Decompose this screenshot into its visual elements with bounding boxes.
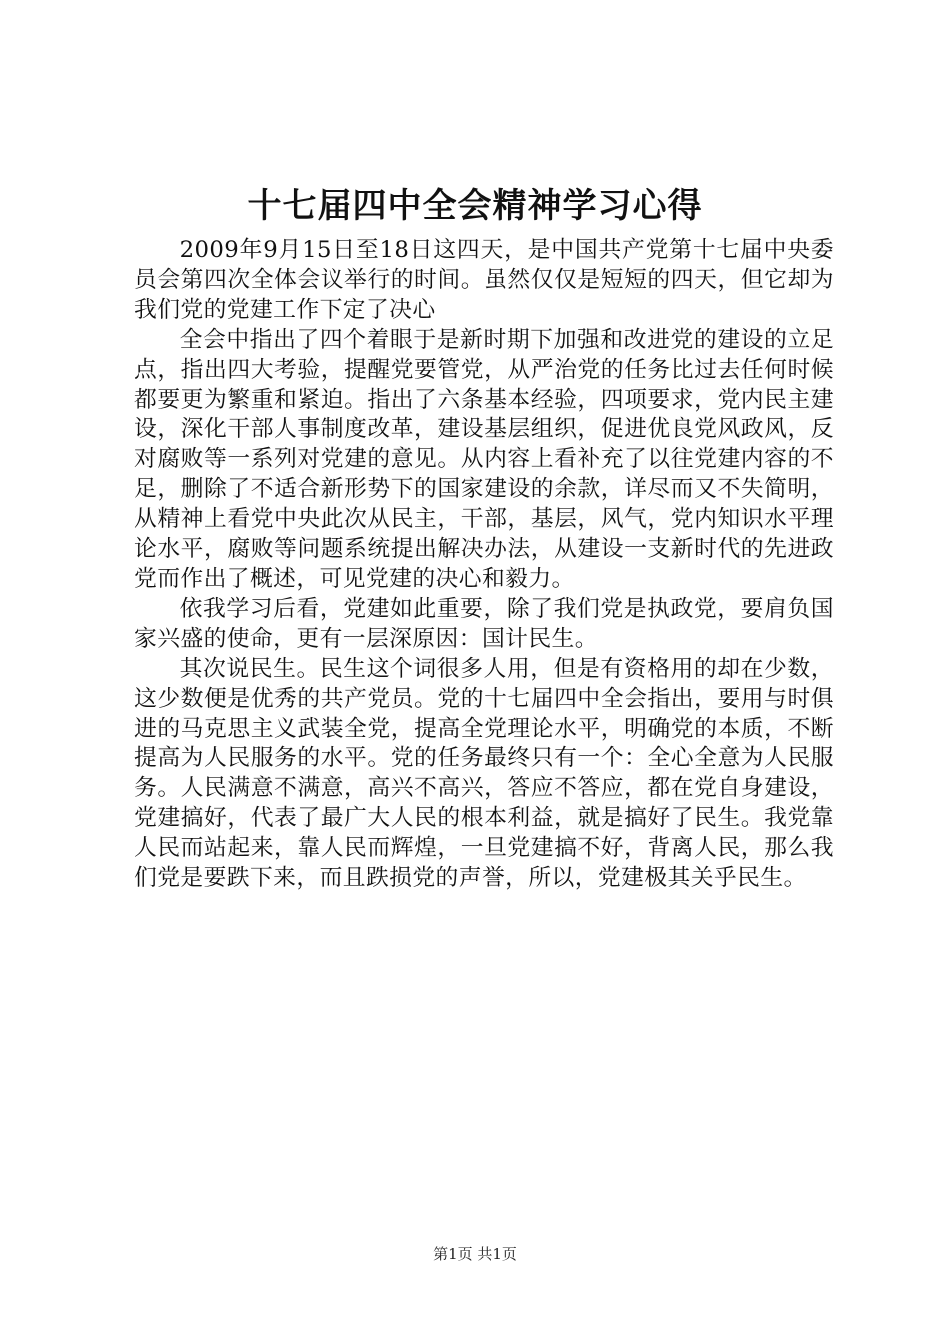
paragraph-1: 2009年9月15日至18日这四天，是中国共产党第十七届中央委员会第四次全体会议举行的时间。虽然仅仅是短短的四天，但它却为我们党的党建工作下定了决心 [134,237,834,323]
paragraph-4: 其次说民生。民生这个词很多人用，但是有资格用的却在少数，这少数便是优秀的共产党员。党的十七届四中全会指出，要用与时俱进的马克思主义武装全党，提高全党理论水平，明确党的本质，不断提高为人民服务的水平。党的任务最终只有一个：全心全意为人民服务。人民满意不满意，高兴不高兴，答应不答应，都在党自身建设，党建搞好，代表了最广大人民的根本利益，就是搞好了民生。我党靠人民而站起来，靠人民而辉煌，一旦党建搞不好，背离人民，那么我们党是要跌下来，而且跌损党的声誉，所以，党建极其关乎民生。 [134,655,834,892]
document-body [134,236,834,894]
paragraph-2: 全会中指出了四个着眼于是新时期下加强和改进党的建设的立足点，指出四大考验，提醒党要管党，从严治党的任务比过去任何时候都要更为繁重和紧迫。指出了六条基本经验，四项要求，党内民主建设，深化干部人事制度改革，建设基层组织，促进优良党风政风，反对腐败等一系列对党建的意见。从内容上看补充了以往党建内容的不足，删除了不适合新形势下的国家建设的余款，详尽而又不失简明，从精神上看党中央此次从民主，干部，基层，风气，党内知识水平理论水平，腐败等问题系统提出解决办法，从建设一支新时代的先进政党而作出了概述，可见党建的决心和毅力。 [134,326,834,592]
document-title: 十七届四中全会精神学习心得 [247,186,703,226]
page-footer: 第1页 共1页 [433,1245,517,1263]
paragraph-3: 依我学习后看，党建如此重要，除了我们党是执政党，要肩负国家兴盛的使命，更有一层深原因：国计民生。 [134,595,834,652]
